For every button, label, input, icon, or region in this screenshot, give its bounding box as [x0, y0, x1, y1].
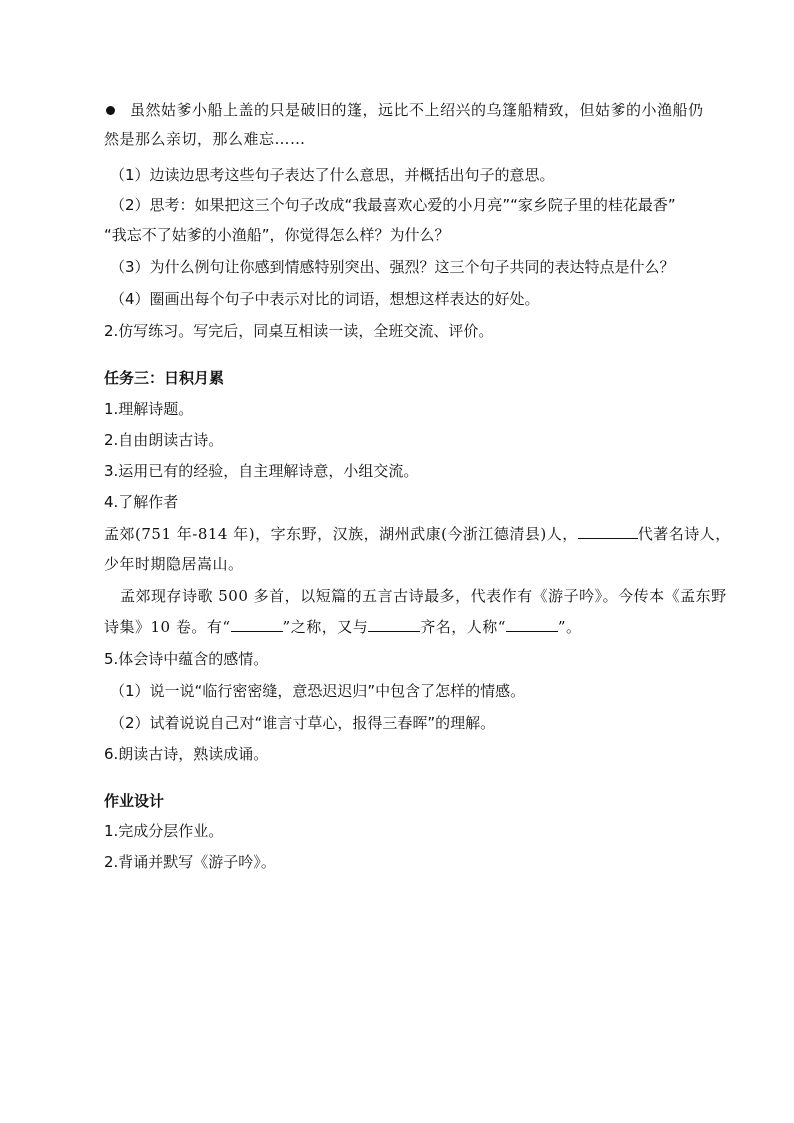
fill-blank-title[interactable] — [231, 617, 283, 632]
task3-item-3: 3.运用已有的经验，自主理解诗意，小组交流。 — [104, 462, 419, 480]
bullet-text-line2: 然是那么亲切，那么难忘…… — [104, 130, 306, 148]
task3-item-4: 4.了解作者 — [104, 493, 179, 511]
author-p1-text-a: 孟郊(751 年-814 年)，字东野，汉族，湖州武康(今浙江德清县)人， — [104, 525, 578, 543]
task3-item-1: 1.理解诗题。 — [104, 400, 194, 418]
author-p2-text-b: ”之称，又与 — [282, 618, 369, 636]
task3-item-5-question-1: （1）说一说“临行密密缝，意恐迟迟归”中包含了怎样的情感。 — [110, 682, 526, 700]
task3-item-2: 2.自由朗读古诗。 — [104, 431, 224, 449]
imitation-exercise: 2.仿写练习。写完后，同桌互相读一读，全班交流、评价。 — [104, 322, 494, 340]
question-1: （1）边读边思考这些句子表达了什么意思，并概括出句子的意思。 — [110, 166, 555, 184]
author-p1-text-b: 代著名诗人， — [637, 525, 731, 543]
question-3: （3）为什么例句让你感到情感特别突出、强烈？这三个句子共同的表达特点是什么？ — [110, 258, 675, 276]
homework-item-2: 2.背诵并默写《游子吟》。 — [104, 853, 276, 871]
question-2-line2: “我忘不了姑爹的小渔船”，你觉得怎么样？为什么？ — [104, 226, 450, 244]
author-paragraph-2-line2 — [104, 616, 704, 638]
fill-blank-nickname[interactable] — [506, 617, 558, 632]
question-2-line1: （2）思考：如果把这三个句子改成“我最喜欢心爱的小月亮”“家乡院子里的桂花最香” — [110, 196, 676, 214]
author-p2-text-a: 诗集》10 卷。有“ — [104, 618, 231, 636]
author-paragraph-1-line2: 少年时期隐居嵩山。 — [104, 555, 244, 573]
author-paragraph-1 — [104, 523, 731, 545]
bullet-text-line1: 虽然姑爹小船上盖的只是破旧的篷，远比不上绍兴的乌篷船精致，但姑爹的小渔船仍 — [130, 101, 704, 119]
task3-item-5-question-2: （2）试着说说自己对“谁言寸草心，报得三春晖”的理解。 — [110, 714, 496, 732]
homework-heading: 作业设计 — [104, 792, 165, 810]
task3-heading: 任务三：日积月累 — [104, 369, 225, 387]
fill-blank-poet[interactable] — [368, 617, 420, 632]
fill-blank-dynasty[interactable] — [578, 524, 638, 539]
author-paragraph-2: 孟郊现存诗歌 500 多首，以短篇的五言古诗最多，代表作有《游子吟》。今传本《孟东野 — [120, 587, 727, 605]
homework-item-1: 1.完成分层作业。 — [104, 822, 224, 840]
author-p2-text-c: 齐名，人称“ — [420, 618, 506, 636]
task3-item-6: 6.朗读古诗，熟读成诵。 — [104, 745, 269, 763]
task3-item-5: 5.体会诗中蕴含的感情。 — [104, 650, 269, 668]
bullet-icon — [106, 106, 115, 115]
author-p2-text-d: ”。 — [557, 618, 582, 636]
question-4: （4）圈画出每个句子中表示对比的词语，想想这样表达的好处。 — [110, 290, 540, 308]
